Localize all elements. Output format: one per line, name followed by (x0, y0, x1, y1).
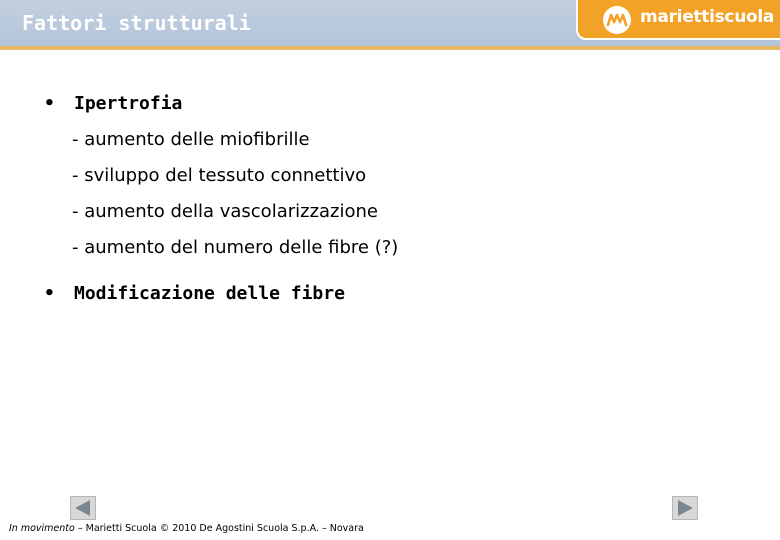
next-slide-button[interactable] (672, 496, 698, 520)
arrow-left-icon (71, 497, 95, 519)
sub-item: - sviluppo del tessuto connettivo (72, 165, 367, 186)
bullet-label: Modificazione delle fibre (74, 283, 345, 304)
mariettiscuola-logo-icon (602, 5, 632, 35)
sub-list-ipertrofia (44, 122, 744, 266)
sub-item: - aumento della vascolarizzazione (72, 201, 378, 222)
footer-credits (9, 523, 364, 534)
publisher-logo (576, 0, 780, 40)
header-divider (0, 46, 780, 50)
previous-slide-button[interactable] (70, 496, 96, 520)
slide-content (44, 92, 744, 308)
footer-book-title: In movimento (9, 523, 75, 534)
footer-credit-text: – Marietti Scuola © 2010 De Agostini Scuola S.p.A. – Novara (74, 523, 364, 534)
sub-item: - aumento delle miofibrille (72, 129, 310, 150)
bullet-item-modificazione (44, 282, 744, 308)
slide-title: Fattori strutturali (22, 11, 251, 35)
bullet-item-ipertrofia (44, 92, 744, 118)
sub-item: - aumento del numero delle fibre (?) (72, 237, 399, 258)
logo-text: mariettiscuola (640, 7, 775, 27)
bullet-label: Ipertrofia (74, 93, 183, 114)
arrow-right-icon (673, 497, 697, 519)
bullet-dot: • (44, 93, 55, 114)
bullet-dot: • (44, 283, 55, 304)
